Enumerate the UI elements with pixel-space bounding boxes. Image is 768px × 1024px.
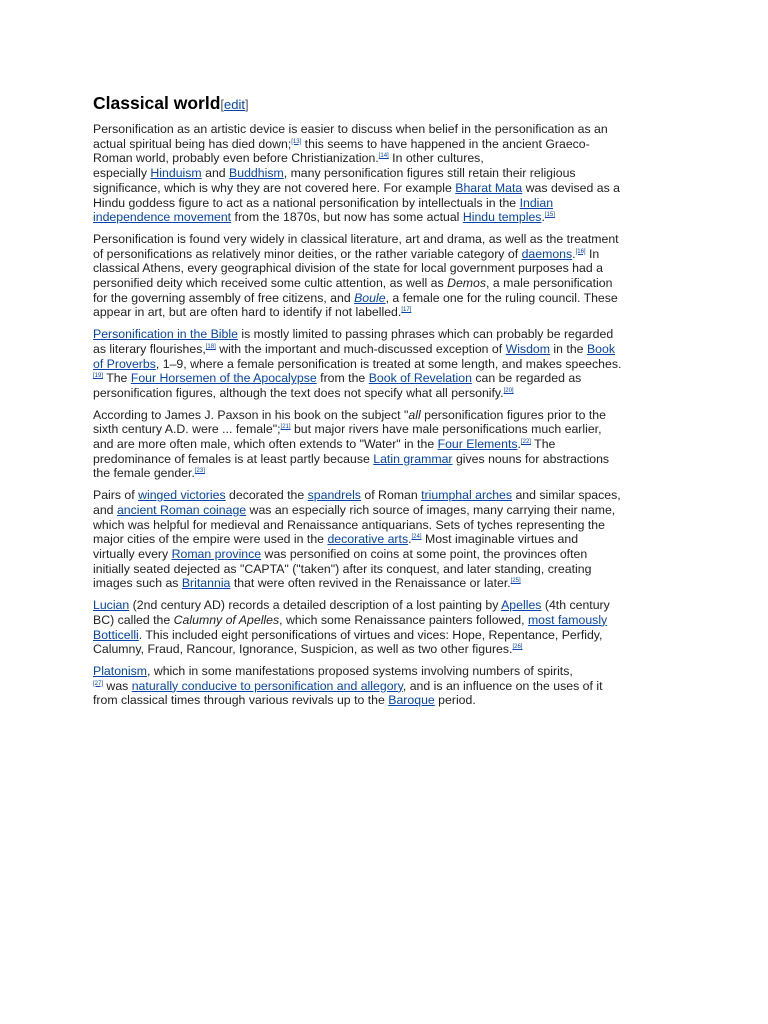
wiki-link[interactable]: winged victories (138, 488, 226, 503)
edit-section (220, 97, 248, 112)
text-run: appear in art, but are often hard to identify if not labelled. (93, 305, 402, 320)
text-run: all (408, 407, 421, 422)
text-line (93, 210, 678, 225)
text-run: Roman world, probably even before Christianization. (93, 151, 379, 166)
wiki-link[interactable]: Book (586, 341, 615, 356)
text-line (93, 679, 678, 694)
text-run: , many personification figures still retain their religious (283, 166, 576, 181)
text-run: , 1–9, where a female personification is treated at some length, and makes speeches. (155, 356, 622, 371)
wiki-link[interactable]: Baroque (388, 693, 435, 708)
text-line (93, 642, 678, 657)
text-run: can be regarded as (471, 371, 582, 386)
text-line (93, 137, 678, 152)
citation-ref[interactable]: [19] (93, 373, 104, 380)
text-run: . (572, 246, 576, 261)
text-run: personified deity which received some cultic attention, as well as (93, 276, 448, 291)
text-line (93, 342, 678, 357)
text-line (93, 261, 678, 276)
text-run: especially (93, 166, 151, 181)
text-run: and (201, 166, 230, 181)
text-line (93, 664, 678, 679)
wiki-link[interactable]: Four Horsemen of the Apocalypse (130, 371, 317, 386)
text-run: predominance of females is at least partly because (93, 451, 374, 466)
edit-bracket-open: [ (220, 97, 225, 112)
text-run: of Roman (360, 488, 422, 503)
text-line (93, 466, 678, 481)
paragraph (93, 664, 678, 708)
text-run: as literary flourishes, (93, 341, 206, 356)
text-run: classical Athens, every geographical division of the state for local government purposes had a (93, 261, 603, 276)
text-run: personification figures prior to the (420, 407, 606, 422)
paragraph (93, 122, 678, 225)
text-line (93, 357, 678, 372)
wiki-link[interactable]: triumphal arches (421, 488, 513, 503)
text-run: Calumny, Fraud, Rancour, Ignorance, Suspicion, as well as two other figures. (93, 642, 513, 657)
text-run: is mostly limited to passing phrases which can probably be regarded (237, 327, 614, 342)
wiki-link[interactable]: Lucian (93, 598, 130, 613)
wiki-link[interactable]: Hindu temples (462, 210, 542, 225)
text-run: , which in some manifestations proposed systems involving numbers of spirits, (147, 663, 573, 678)
text-run: , which some Renaissance painters followed, (279, 612, 528, 627)
wiki-link[interactable]: Latin grammar (373, 451, 453, 466)
text-line (93, 305, 678, 320)
wiki-link[interactable]: daemons (521, 246, 573, 261)
text-run: from the (316, 371, 369, 386)
text-run: In (585, 246, 600, 261)
wiki-link[interactable]: decorative arts (327, 532, 409, 547)
wiki-link[interactable]: naturally conducive to personification and allegory (131, 678, 403, 693)
citation-ref[interactable]: [24] (411, 534, 422, 541)
text-run: Personification is found very widely in classical literature, art and drama, as well as the treatment (93, 231, 619, 246)
text-run: , and is an influence on the uses of it (402, 678, 603, 693)
wiki-link[interactable]: ancient Roman coinage (116, 502, 247, 517)
section-body (93, 122, 678, 708)
text-run: personification figures, although the text does not specify what all personify. (93, 385, 504, 400)
text-run: . (408, 532, 412, 547)
text-run: (2nd century AD) records a detailed description of a lost painting by (129, 598, 502, 613)
text-run: of personifications as relatively minor deities, or the rather variable category of (93, 246, 522, 261)
wiki-link[interactable]: independence movement (93, 210, 232, 225)
text-run: According to James J. Paxson in his book on the subject " (93, 407, 409, 422)
text-line (93, 386, 678, 401)
text-line (93, 488, 678, 503)
text-line (93, 196, 678, 211)
text-run: and similar spaces, (512, 488, 621, 503)
text-run: sixth century A.D. were ... female"; (93, 422, 281, 437)
edit-link[interactable]: edit (224, 97, 246, 112)
text-line (93, 408, 678, 423)
text-line (93, 693, 678, 708)
text-line (93, 547, 678, 562)
citation-ref[interactable]: [17] (401, 307, 412, 314)
text-line (93, 422, 678, 437)
wiki-link[interactable]: Bharat Mata (455, 180, 523, 195)
wiki-link[interactable]: Book of Revelation (368, 371, 472, 386)
wiki-link[interactable]: most famously (527, 612, 608, 627)
text-line (93, 291, 678, 306)
article-section (93, 90, 678, 715)
text-line (93, 327, 678, 342)
paragraph (93, 232, 678, 320)
text-run: Pairs of (93, 488, 139, 503)
citation-ref[interactable]: [20] (503, 387, 514, 394)
text-line (93, 576, 678, 591)
text-line (93, 598, 678, 613)
text-run: , a male personification (486, 276, 613, 291)
text-line (93, 503, 678, 518)
citation-ref[interactable]: [25] (510, 578, 521, 585)
wiki-link[interactable]: of Proverbs (93, 356, 156, 371)
wiki-link[interactable]: Four Elements (437, 437, 518, 452)
paragraph (93, 598, 678, 657)
text-run: the female gender. (93, 466, 195, 481)
edit-bracket-close: ] (245, 97, 249, 112)
wiki-link[interactable]: Britannia (181, 576, 231, 591)
text-line (93, 452, 678, 467)
text-run: in the (550, 341, 587, 356)
text-run: was (103, 678, 132, 693)
text-run: The (103, 371, 131, 386)
citation-ref[interactable]: [13] (291, 138, 302, 145)
text-line (93, 613, 678, 628)
wiki-link[interactable]: spandrels (307, 488, 361, 503)
citation-ref[interactable]: [16] (575, 248, 586, 255)
text-run: significance, which is why they are not covered here. For example (93, 180, 456, 195)
text-run: virtually every (93, 546, 172, 561)
text-run: this seems to have happened in the ancient Graeco- (301, 136, 590, 151)
text-run: (4th century (541, 598, 610, 613)
section-heading (93, 90, 678, 117)
text-line (93, 276, 678, 291)
text-line (93, 518, 678, 533)
text-run: BC) called the (93, 612, 174, 627)
text-run: Demos (447, 276, 487, 291)
text-line (93, 532, 678, 547)
paragraph (93, 408, 678, 482)
text-line (93, 562, 678, 577)
citation-ref[interactable]: [26] (512, 644, 523, 651)
citation-ref[interactable]: [15] (544, 212, 555, 219)
text-run: . (517, 437, 521, 452)
citation-ref[interactable]: [21] (280, 424, 291, 431)
wiki-link[interactable]: Apelles (501, 598, 542, 613)
citation-ref[interactable]: [22] (520, 439, 531, 446)
text-run: and (93, 502, 117, 517)
text-run: from the 1870s, but now has some actual (231, 210, 463, 225)
paragraph (93, 327, 678, 401)
citation-ref[interactable]: [23] (194, 468, 205, 475)
section-title: Classical world (93, 93, 221, 113)
text-run: major cities of the empire were used in the (93, 532, 328, 547)
text-run: decorated the (225, 488, 308, 503)
citation-ref[interactable]: [14] (378, 153, 389, 160)
wiki-link[interactable]: Boule (354, 290, 386, 305)
text-line (93, 151, 678, 166)
text-line (93, 166, 678, 181)
wiki-link[interactable]: Hinduism (150, 166, 202, 181)
text-run: but major rivers have male personifications much earlier, (290, 422, 602, 437)
text-run: Calumny of Apelles (173, 612, 280, 627)
wiki-link[interactable]: Botticelli (93, 627, 139, 642)
text-line (93, 122, 678, 137)
text-line (93, 247, 678, 262)
text-run: was personified on coins at some point, the provinces often (261, 546, 588, 561)
text-run: actual spiritual being has died down; (93, 136, 292, 151)
text-run: period. (434, 693, 476, 708)
text-run: . This included eight personifications of virtues and vices: Hope, Repentance, Perfidy, (138, 627, 603, 642)
text-line (93, 628, 678, 643)
wiki-link[interactable]: Wisdom (505, 341, 551, 356)
text-run: that were often revived in the Renaissance or later. (230, 576, 511, 591)
text-run: . (541, 210, 545, 225)
paragraph (93, 488, 678, 591)
wiki-link[interactable]: Buddhism (229, 166, 284, 181)
wiki-link[interactable]: Platonism (93, 663, 147, 678)
wiki-link[interactable]: Personification in the Bible (93, 327, 238, 342)
text-run: Most imaginable virtues and (421, 532, 579, 547)
text-line (93, 232, 678, 247)
text-run: for the governing assembly of free citizens, and (93, 290, 355, 305)
citation-ref[interactable]: [18] (205, 343, 216, 350)
text-run: with the important and much-discussed exception of (215, 341, 506, 356)
text-run: gives nouns for abstractions (452, 451, 610, 466)
text-run: In other cultures, (388, 151, 484, 166)
text-run: was devised as a (522, 180, 620, 195)
text-run: was an especially rich source of images, many carrying their name, (246, 502, 616, 517)
text-line (93, 437, 678, 452)
text-run: Personification as an artistic device is easier to discuss when belief in the personification as an (93, 122, 608, 136)
text-run: images such as (93, 576, 182, 591)
wiki-link[interactable]: Roman province (171, 546, 262, 561)
wiki-link[interactable]: Indian (519, 195, 554, 210)
text-line (93, 371, 678, 386)
text-run: from classical times through various revivals up to the (93, 693, 389, 708)
text-line (93, 181, 678, 196)
text-run: which was helpful for medieval and Renaissance antiquarians. Sets of tyches representing the (93, 517, 605, 532)
text-run: The (530, 437, 556, 452)
citation-ref[interactable]: [27] (93, 680, 104, 687)
text-run: , a female one for the ruling council. These (385, 290, 618, 305)
text-run: initially seated dejected as "CAPTA" ("taken") after its conquest, and later standing, creating (93, 561, 592, 576)
text-run: Hindu goddess figure to act as a national personification by intellectuals in the (93, 195, 520, 210)
text-run: and are more often male, which often extends to "Water" in the (93, 437, 438, 452)
